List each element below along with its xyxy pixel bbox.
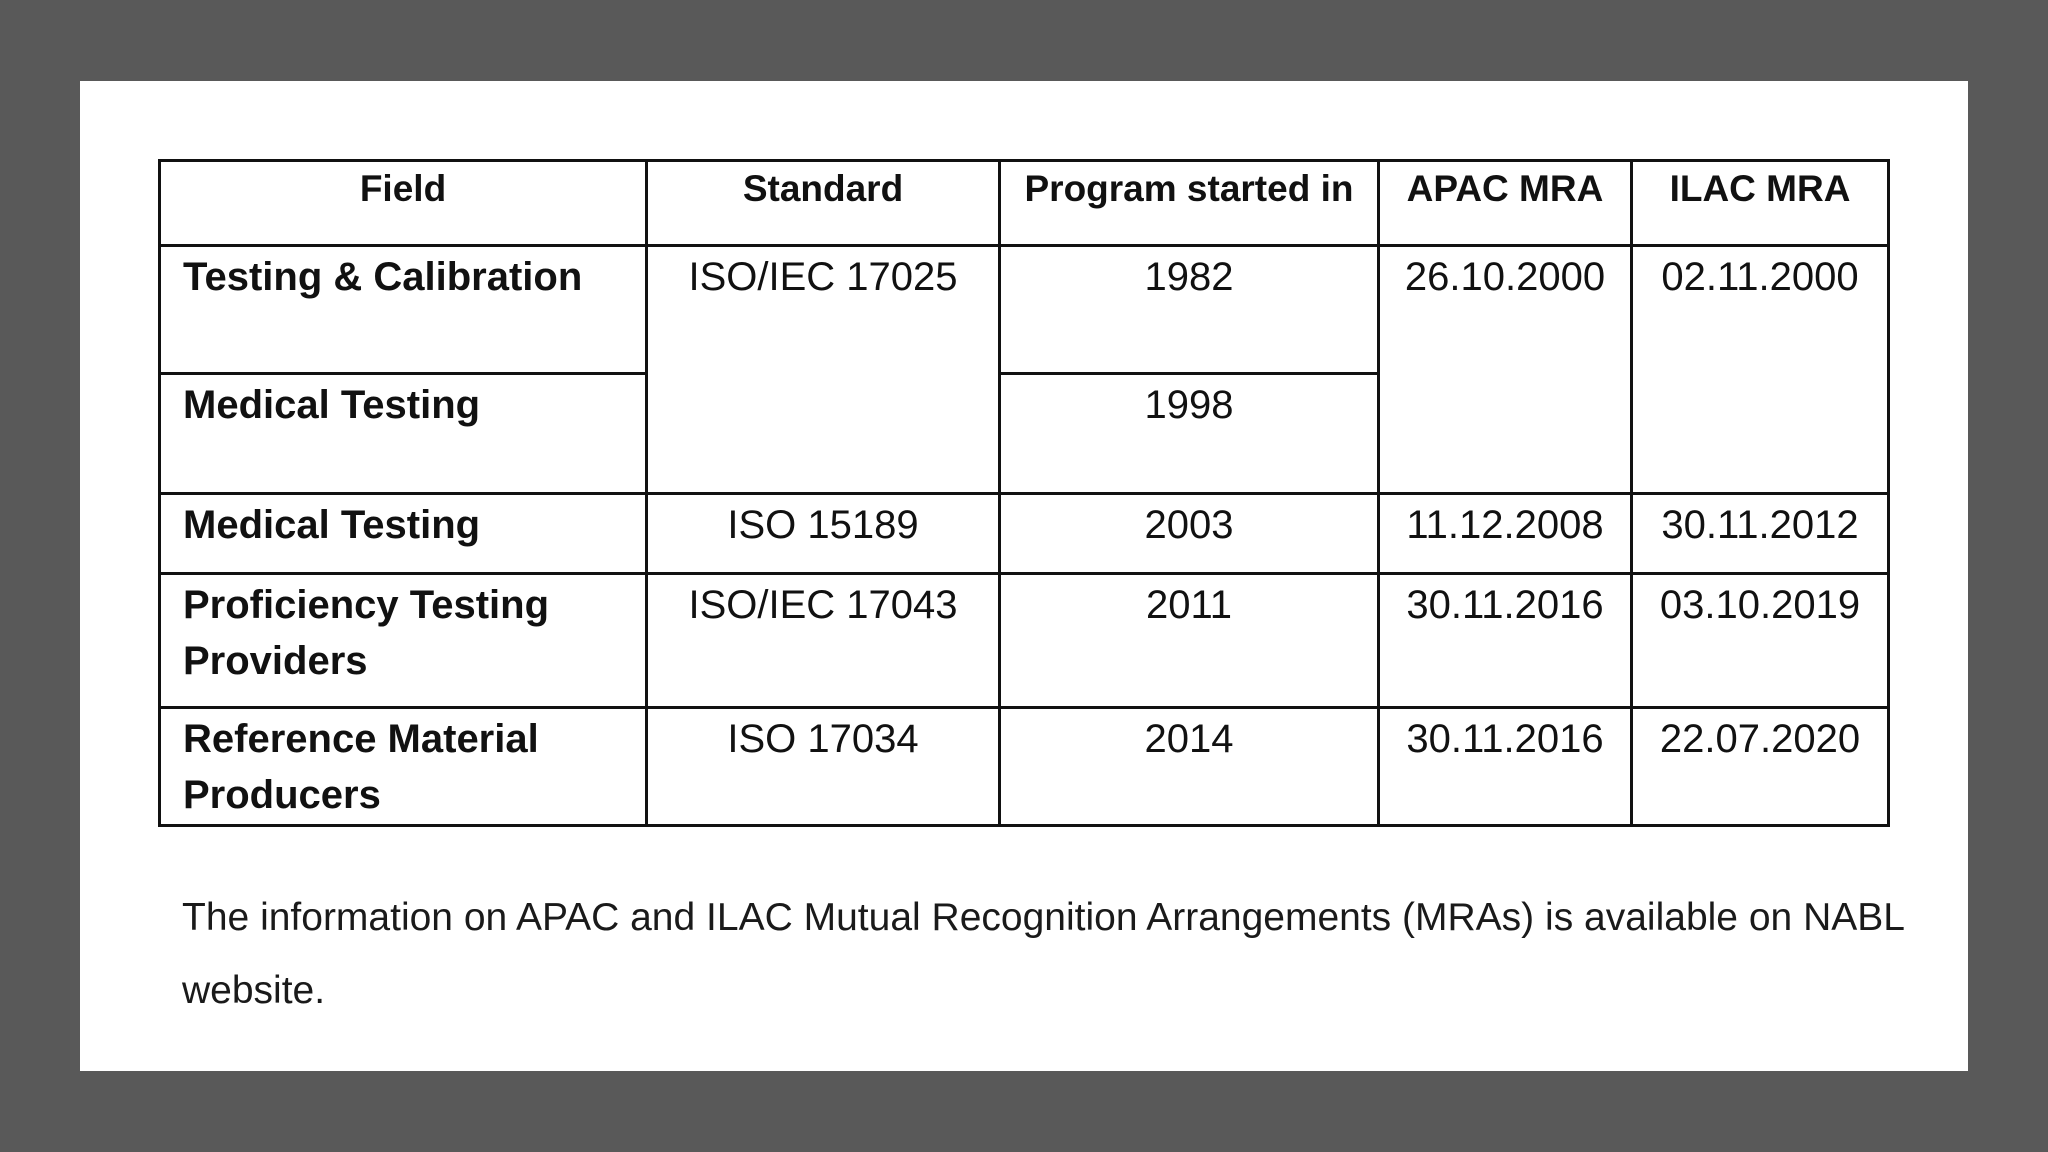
table-row xyxy=(160,574,1889,708)
cell-apac-mra: 26.10.2000 xyxy=(1379,246,1632,494)
cell-field: Medical Testing xyxy=(160,494,647,574)
cell-standard: ISO/IEC 17043 xyxy=(647,574,1000,708)
cell-program-started: 2014 xyxy=(1000,708,1379,826)
cell-field: Medical Testing xyxy=(160,374,647,494)
header-program-started: Program started in xyxy=(1000,161,1379,246)
cell-program-started: 2003 xyxy=(1000,494,1379,574)
table-row xyxy=(160,708,1889,826)
cell-program-started: 2011 xyxy=(1000,574,1379,708)
cell-program-started: 1998 xyxy=(1000,374,1379,494)
cell-apac-mra: 30.11.2016 xyxy=(1379,574,1632,708)
header-ilac-mra: ILAC MRA xyxy=(1632,161,1889,246)
cell-apac-mra: 30.11.2016 xyxy=(1379,708,1632,826)
document-page xyxy=(80,81,1968,1071)
cell-field: Proficiency Testing Providers xyxy=(160,574,647,708)
cell-ilac-mra: 03.10.2019 xyxy=(1632,574,1889,708)
table-row xyxy=(160,246,1889,374)
header-apac-mra: APAC MRA xyxy=(1379,161,1632,246)
cell-apac-mra: 11.12.2008 xyxy=(1379,494,1632,574)
table-row xyxy=(160,494,1889,574)
cell-program-started: 1982 xyxy=(1000,246,1379,374)
cell-field: Reference Material Producers xyxy=(160,708,647,826)
cell-ilac-mra: 02.11.2000 xyxy=(1632,246,1889,494)
cell-standard: ISO/IEC 17025 xyxy=(647,246,1000,494)
table-header-row xyxy=(160,161,1889,246)
header-field: Field xyxy=(160,161,647,246)
accreditation-table xyxy=(158,159,1890,827)
cell-ilac-mra: 30.11.2012 xyxy=(1632,494,1889,574)
header-standard: Standard xyxy=(647,161,1000,246)
cell-standard: ISO 17034 xyxy=(647,708,1000,826)
cell-standard: ISO 15189 xyxy=(647,494,1000,574)
cell-field: Testing & Calibration xyxy=(160,246,647,374)
mra-info-note: The information on APAC and ILAC Mutual Recognition Arrangements (MRAs) is available on NABL website. xyxy=(182,896,1905,1012)
cell-ilac-mra: 22.07.2020 xyxy=(1632,708,1889,826)
